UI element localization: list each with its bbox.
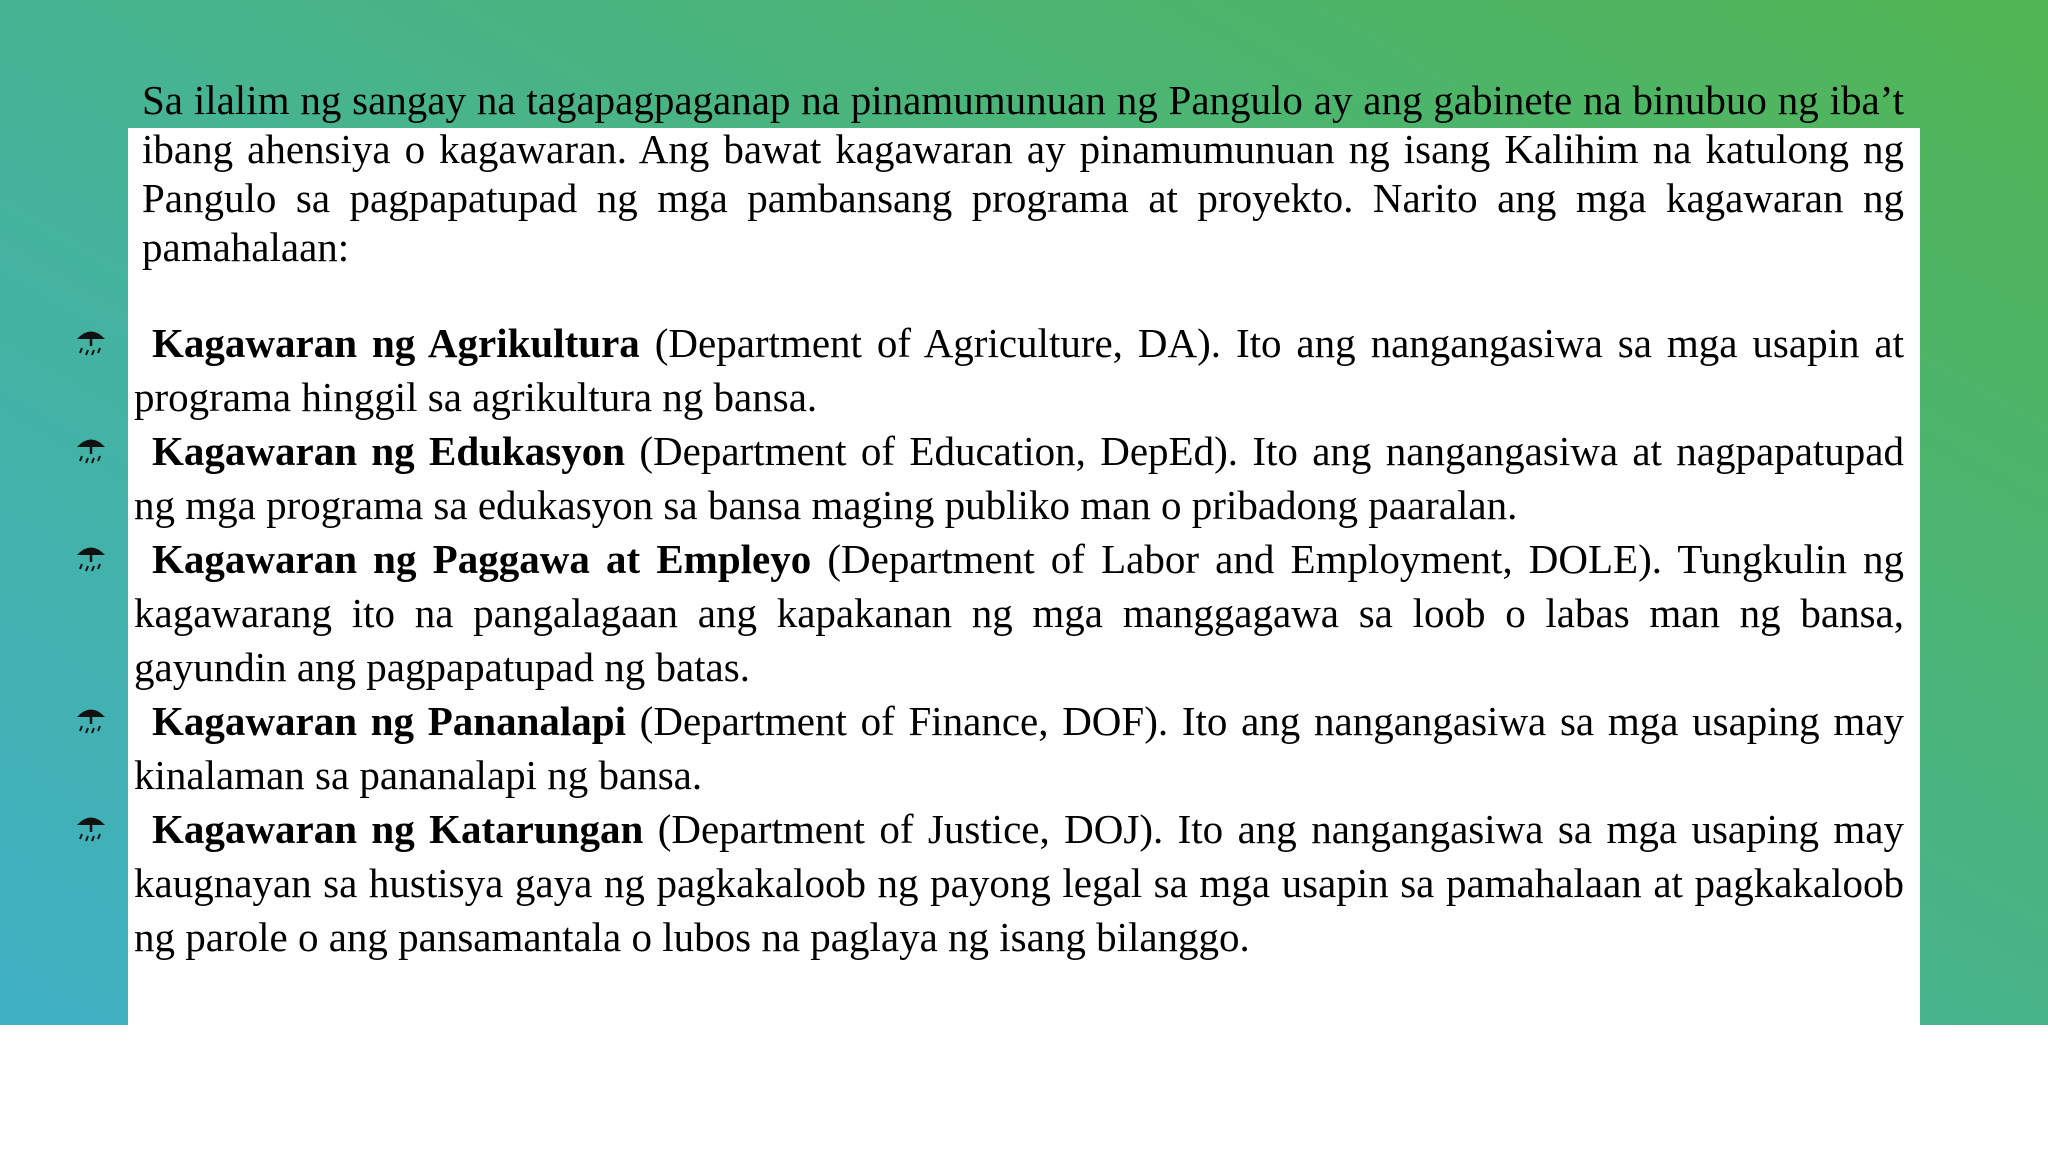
department-name: Kagawaran ng Paggawa at Empleyo — [152, 536, 812, 582]
department-name: Kagawaran ng Katarungan — [152, 806, 644, 852]
umbrella-rain-icon — [74, 806, 108, 850]
list-item-pananalapi — [134, 694, 1904, 802]
department-name: Kagawaran ng Agrikultura — [152, 320, 640, 366]
department-name: Kagawaran ng Edukasyon — [152, 428, 626, 474]
department-list — [134, 316, 1904, 964]
umbrella-rain-icon — [74, 536, 108, 580]
list-item-edukasyon — [134, 424, 1904, 532]
department-description: (Department of Agriculture, DA). Ito ang nangangasiwa sa mga usapin at programa hinggil sa agrikultura ng bansa. — [134, 320, 1904, 420]
list-item-paggawa — [134, 532, 1904, 694]
intro-paragraph: Sa ilalim ng sangay na tagapagpaganap na pinamumunuan ng Pangulo ay ang gabinete na binubuo ng iba’t ibang ahensiya o kagawaran. Ang bawat kagawaran ay pinamumunuan ng isang Kalihim na katulong ng Pangulo sa pagpapatupad ng mga pambansang programa at proyekto. Narito ang mga kagawaran ng pamahalaan: — [142, 77, 1904, 270]
umbrella-rain-icon — [74, 698, 108, 742]
department-description: (Department of Finance, DOF). Ito ang nangangasiwa sa mga usaping may kinalaman sa pananalapi ng bansa. — [134, 698, 1904, 798]
department-description: (Department of Labor and Employment, DOLE). Tungkulin ng kagawarang ito na pangalagaan ang kapakanan ng mga manggagawa sa loob o labas man ng bansa, gayundin ang pagpapatupad ng batas. — [134, 536, 1904, 690]
list-item-agrikultura — [134, 316, 1904, 424]
list-item-katarungan — [134, 802, 1904, 964]
department-description: (Department of Education, DepEd). Ito ang nangangasiwa at nagpapatupad ng mga programa sa edukasyon sa bansa maging publiko man o pribadong paaralan. — [134, 428, 1904, 528]
department-name: Kagawaran ng Pananalapi — [152, 698, 626, 744]
umbrella-rain-icon — [74, 320, 108, 364]
umbrella-rain-icon — [74, 428, 108, 472]
department-description: (Department of Justice, DOJ). Ito ang nangangasiwa sa mga usaping may kaugnayan sa hustisya gaya ng pagkakaloob ng payong legal sa mga usapin sa pamahalaan at pagkakaloob ng parole o ang pansamantala o lubos na paglaya ng isang bilanggo. — [134, 806, 1904, 960]
